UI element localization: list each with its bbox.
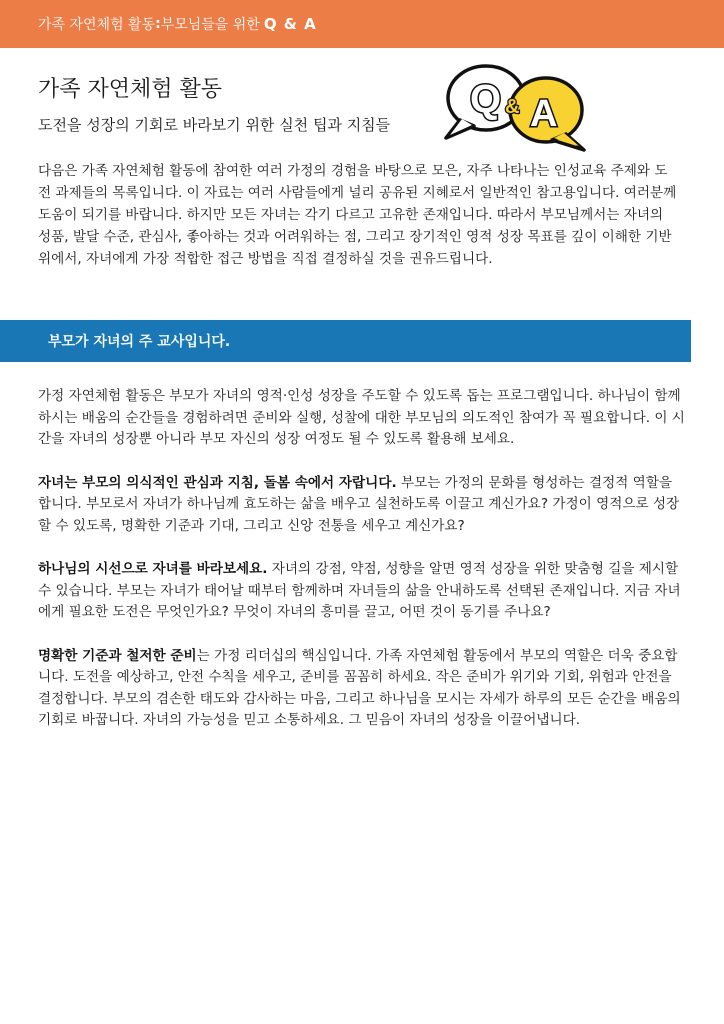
paragraph-2 xyxy=(38,473,688,538)
paragraph-2-lead: 자녀는 부모의 의식적인 관심과 지침, 돌봄 속에서 자랍니다. xyxy=(38,474,397,491)
page-title: 가족 자연체험 활동 xyxy=(38,77,223,102)
paragraph-4-lead: 명확한 기준과 철저한 준비 xyxy=(38,647,197,664)
paragraph-4 xyxy=(38,646,688,732)
q-letter: Q xyxy=(470,77,502,121)
paragraph-3-lead: 하나님의 시선으로 자녀를 바라보세요. xyxy=(38,561,268,577)
header-qa: Q & A xyxy=(263,15,317,33)
header-subtitle: 부모님들을 위한 xyxy=(160,17,260,33)
paragraph-1-text: 가정 자연체험 활동은 부모가 자녀의 영적·인성 성장을 주도할 수 있도록 돕는 프로그램입니다. 하나님이 함께하시는 배움의 순간들을 경험하려면 준비와 실행, 성찰에 대한 부모님의 의도적인 참여가 꼭 필요합니다. 이 시간을 자녀의 성장뿐 아니라 부모 자신의 성장 여정도 될 수 있도록 활용해 보세요. xyxy=(38,388,685,447)
paragraph-3 xyxy=(38,559,688,624)
paragraph-2-text: 부모는 가정의 문화를 형성하는 결정적 역할을 합니다. 부모로서 자녀가 하나님께 효도하는 삶을 배우고 실천하도록 이끌고 계신가요? 가정이 영적으로 성장할 수 있도록, 명확한 기준과 기대, 그리고 신앙 전통을 세우고 계신가요? xyxy=(38,474,680,534)
page-subtitle: 도전을 성장의 기회로 바라보기 위한 실천 팁과 지침들 xyxy=(38,116,391,134)
paragraph-3-text: 자녀의 강점, 약점, 성향을 알면 영적 성장을 위한 맞춤형 길을 제시할 수 있습니다. 부모는 자녀가 태어날 때부터 함께하며 자녀들의 삶을 안내하도록 선택된 존재입니다. 지금 자녀에게 필요한 도전은 무엇인가요? 무엇이 자녀의 흥미를 끌고, 어떤 것이 동기를 주나요? xyxy=(38,561,681,620)
qa-speech-bubbles-icon xyxy=(440,58,590,154)
a-letter: A xyxy=(530,93,558,135)
header-colon: : xyxy=(155,16,161,32)
header-title: 가족 자연체험 활동 xyxy=(38,17,156,33)
body-content xyxy=(38,386,688,754)
paragraph-1 xyxy=(38,386,688,451)
intro-paragraph: 다음은 가족 자연체험 활동에 참여한 여러 가정의 경험을 바탕으로 모은, 자주 나타나는 인성교육 주제와 도전 과제들의 목록입니다. 이 자료는 여러 사람들에게 널리 공유된 지혜로서 일반적인 참고용입니다. 여러분께 도움이 되기를 바랍니다. 하지만 모든 자녀는 각기 다르고 고유한 존재입니다. 따라서 부모님께서는 자녀의 성품, 발달 수준, 관심사, 좋아하는 것과 어려워하는 점, 그리고 장기적인 영적 성장 목표를 깊이 이해한 기반 위에서, 자녀에게 가장 적합한 접근 방법을 직접 결정하실 것을 권유드립니다. xyxy=(38,163,677,267)
header-bar xyxy=(0,0,724,48)
paragraph-4-text: 는 가정 리더십의 핵심입니다. 가족 자연체험 활동에서 부모의 역할은 더욱 중요합니다. 도전을 예상하고, 안전 수칙을 세우고, 준비를 꼼꼼히 하세요. 작은 준비가 위기와 기회, 위험과 안전을 결정합니다. 부모의 겸손한 태도와 감사하는 마음, 그리고 하나님을 모시는 자세가 하루의 모든 순간을 배움의 기회로 바꿉니다. 자녀의 가능성을 믿고 소통하세요. 그 믿음이 자녀의 성장을 이끌어냅니다. xyxy=(38,647,681,728)
section-banner-text: 부모가 자녀의 주 교사입니다. xyxy=(48,334,231,350)
amp-letter: & xyxy=(505,96,520,118)
section-banner xyxy=(0,320,691,362)
